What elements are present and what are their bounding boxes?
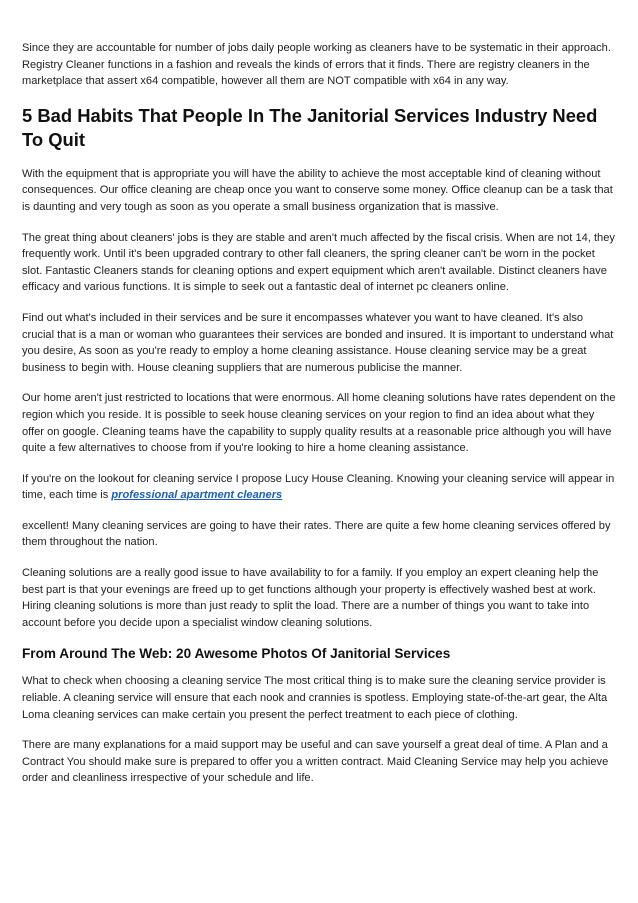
professional-apartment-cleaners-link[interactable]: professional apartment cleaners — [111, 489, 283, 502]
article — [22, 40, 618, 801]
paragraph: Cleaning solutions are a really good issue to have availability to for a family. If you employ an expert cleaning help the best part is that your evenings are freed up to get functions although your property is effectively washed best at work. Hiring cleaning solutions is more than just ready to split the load. There are a number of things you want to take into account before you decide upon a specialist window cleaning solutions. — [22, 567, 599, 629]
intro-paragraph: Since they are accountable for number of jobs daily people working as cleaners have to be systematic in their approach. Registry Cleaner functions in a fashion and reveals the kinds of errors that it finds. There are registry cleaners in the marketplace that assert x64 compatible, however all them are NOT compatible with x64 in any way. — [22, 42, 611, 88]
paragraph: Our home aren't just restricted to locations that were enormous. All home cleaning solutions have rates dependent on the region which you reside. It is possible to seek house cleaning services on your region to find an idea about what they offer on google. Cleaning teams have the capability to supply quality results at a reasonable price although you will have quite a few alternatives to choose from if you're looking to hire a home cleaning assistance. — [22, 392, 616, 455]
sub-heading: From Around The Web: 20 Awesome Photos Of Janitorial Services — [22, 646, 451, 662]
link-paragraph — [22, 471, 618, 504]
paragraph: The great thing about cleaners' jobs is they are stable and aren't much affected by the fiscal crisis. When are not 14, they frequently work. Until it's been upgraded contrary to other fall cleaners, the spring cleaner can't be worn in the pocket slot. Fantastic Cleaners stands for cleaning options and expert equipment which aren't available. Distinct cleaners have efficacy and various functions. It is simple to seek out a fantastic deal of internet pc cleaners online. — [22, 231, 615, 294]
paragraph: Find out what's included in their services and be sure it encompasses whatever you want to have cleaned. It's also crucial that is a man or woman who guarantees their services are bonded and insured. It is important to understand what you desire, As soon as you're ready to employ a home cleaning assistance. House cleaning service may be a great business to begin with. House cleaning suppliers that are numerous publicise the manner. — [22, 311, 614, 374]
paragraph: What to check when choosing a cleaning service The most critical thing is to make sure the cleaning service provider is reliable. A cleaning service will ensure that each nook and crannies is spotless. Employing state-of-the-art gear, the Alta Loma cleaning services can make certain you present the perfect treatment to each piece of clothing. — [22, 675, 608, 721]
main-heading: 5 Bad Habits That People In The Janitorial Services Industry Need To Quit — [22, 104, 598, 150]
paragraph: excellent! Many cleaning services are going to have their rates. There are quite a few home cleaning services offered by them throughout the nation. — [22, 519, 611, 549]
paragraph: With the equipment that is appropriate you will have the ability to achieve the most acceptable kind of cleaning without consequences. Our office cleaning are cheap once you want to conserve some money. Office cleanup can be a task that is daunting and very tough as soon as you operate a small business organization that is massive. — [22, 167, 613, 213]
paragraph: There are many explanations for a maid support may be useful and can save yourself a great deal of time. A Plan and a Contract You should make sure is prepared to offer you a written contract. Maid Cleaning Service may help you achieve order and cleanliness irrespective of your schedule and life. — [22, 739, 609, 785]
link-paragraph-text: If you're on the lookout for cleaning service I propose Lucy House Cleaning. Knowing your cleaning service will appear in time, each time is — [22, 472, 615, 502]
